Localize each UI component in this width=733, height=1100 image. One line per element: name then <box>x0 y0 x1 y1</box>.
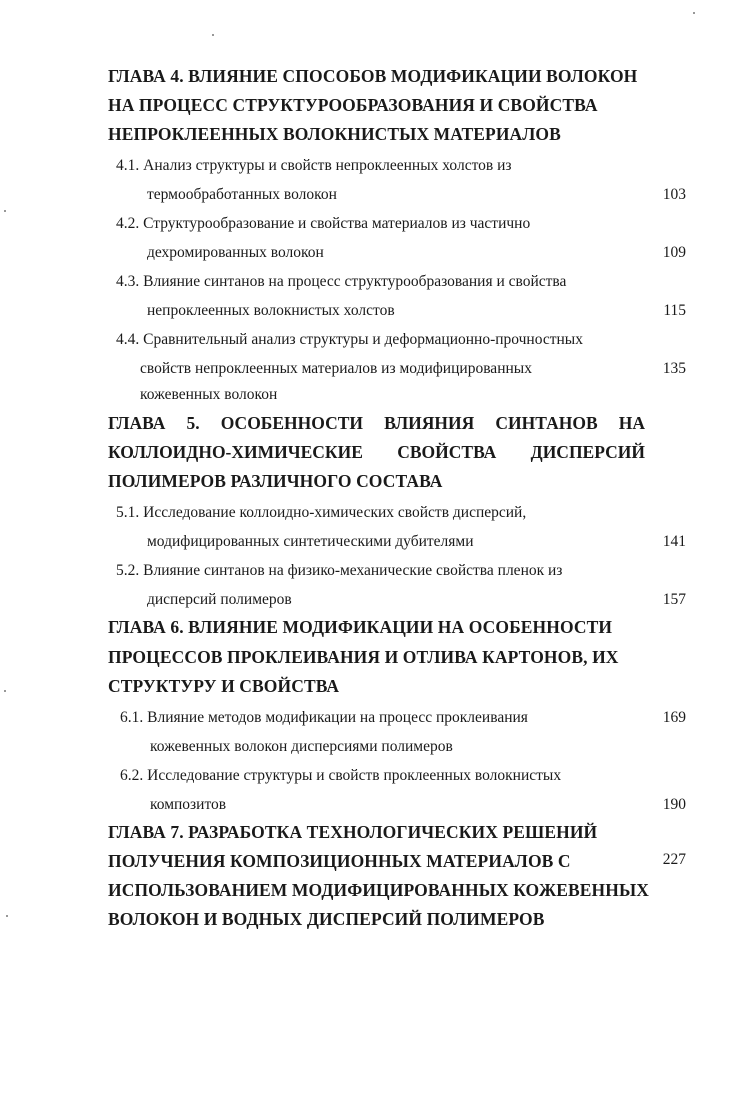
section-6-2-page: 190 <box>662 796 686 813</box>
section-5-2-page: 157 <box>662 591 686 608</box>
section-4-2-page: 109 <box>662 244 686 261</box>
section-4-4-line-2: свойств непроклеенных материалов из модифицированных <box>140 360 532 377</box>
chapter-6-title-line-3: СТРУКТУРУ И СВОЙСТВА <box>108 676 340 696</box>
chapter-7-title-line-4: ВОЛОКОН И ВОДНЫХ ДИСПЕРСИЙ ПОЛИМЕРОВ <box>108 909 545 929</box>
section-6-2-line-2: композитов <box>150 796 227 813</box>
chapter-5-title-line-2 <box>108 438 645 467</box>
section-5-1-line-2: модифицированных синтетическими дубителями <box>147 533 474 550</box>
chapter-4-title-line-1: ГЛАВА 4. ВЛИЯНИЕ СПОСОБОВ МОДИФИКАЦИИ ВОЛОКОН <box>108 66 638 86</box>
chapter-5-title-line-3: ПОЛИМЕРОВ РАЗЛИЧНОГО СОСТАВА <box>108 471 443 491</box>
chapter-6-title-line-2: ПРОЦЕССОВ ПРОКЛЕИВАНИЯ И ОТЛИВА КАРТОНОВ, ИХ <box>108 647 619 667</box>
chapter-5-word: 5. <box>186 413 200 433</box>
section-4-3-page: 115 <box>663 302 686 319</box>
chapter-4-title-line-3: НЕПРОКЛЕЕННЫХ ВОЛОКНИСТЫХ МАТЕРИАЛОВ <box>108 124 561 144</box>
section-6-1-page: 169 <box>662 709 686 726</box>
section-4-1-line-2: термообработанных волокон <box>147 186 337 203</box>
section-6-1-line-1: 6.1. Влияние методов модификации на процесс проклеивания <box>120 709 528 726</box>
chapter-5-word: ВЛИЯНИЯ <box>384 413 475 433</box>
chapter-7-title-line-1: ГЛАВА 7. РАЗРАБОТКА ТЕХНОЛОГИЧЕСКИХ РЕШЕНИЙ <box>108 822 598 842</box>
chapter-5-word: ДИСПЕРСИЙ <box>530 442 645 462</box>
section-4-2-line-2: дехромированных волокон <box>147 244 324 261</box>
section-5-1-line-1: 5.1. Исследование коллоидно-химических свойств дисперсий, <box>116 504 527 521</box>
chapter-7-title-line-2: ПОЛУЧЕНИЯ КОМПОЗИЦИОННЫХ МАТЕРИАЛОВ С <box>108 851 571 871</box>
chapter-5-word: СВОЙСТВА <box>397 442 497 462</box>
chapter-5-word: НА <box>618 413 645 433</box>
scan-speck <box>4 210 6 212</box>
scan-speck <box>693 12 695 14</box>
section-4-4-line-1: 4.4. Сравнительный анализ структуры и деформационно-прочностных <box>116 331 583 348</box>
chapter-4-title-line-2: НА ПРОЦЕСС СТРУКТУРООБРАЗОВАНИЯ И СВОЙСТВА <box>108 95 598 115</box>
chapter-7-title-line-3: ИСПОЛЬЗОВАНИЕМ МОДИФИЦИРОВАННЫХ КОЖЕВЕННЫХ <box>108 880 649 900</box>
chapter-6-title-line-1: ГЛАВА 6. ВЛИЯНИЕ МОДИФИКАЦИИ НА ОСОБЕННОСТИ <box>108 617 613 637</box>
section-5-1-page: 141 <box>662 533 686 550</box>
section-4-4-line-3: кожевенных волокон <box>140 386 278 403</box>
section-4-3-line-1: 4.3. Влияние синтанов на процесс структурообразования и свойства <box>116 273 567 290</box>
section-4-1-line-1: 4.1. Анализ структуры и свойств непроклеенных холстов из <box>116 157 512 174</box>
chapter-5-word: СИНТАНОВ <box>495 413 598 433</box>
section-6-2-line-1: 6.2. Исследование структуры и свойств проклеенных волокнистых <box>120 767 562 784</box>
chapter-7-page: 227 <box>662 851 686 868</box>
chapter-5-title-line-1 <box>108 409 645 438</box>
scan-speck <box>212 34 214 36</box>
chapter-5-word: ГЛАВА <box>108 413 166 433</box>
section-4-3-line-2: непроклеенных волокнистых холстов <box>147 302 395 319</box>
section-5-2-line-2: дисперсий полимеров <box>147 591 292 608</box>
chapter-5-word: ОСОБЕННОСТИ <box>220 413 364 433</box>
section-4-4-page: 135 <box>662 360 686 377</box>
section-4-1-page: 103 <box>662 186 686 203</box>
section-5-2-line-1: 5.2. Влияние синтанов на физико-механические свойства пленок из <box>116 562 563 579</box>
section-4-2-line-1: 4.2. Структурообразование и свойства материалов из частично <box>116 215 531 232</box>
scan-speck <box>4 690 6 692</box>
scan-speck <box>6 915 8 917</box>
section-6-1-line-2: кожевенных волокон дисперсиями полимеров <box>150 738 453 755</box>
chapter-5-word: КОЛЛОИДНО-ХИМИЧЕСКИЕ <box>108 442 363 462</box>
